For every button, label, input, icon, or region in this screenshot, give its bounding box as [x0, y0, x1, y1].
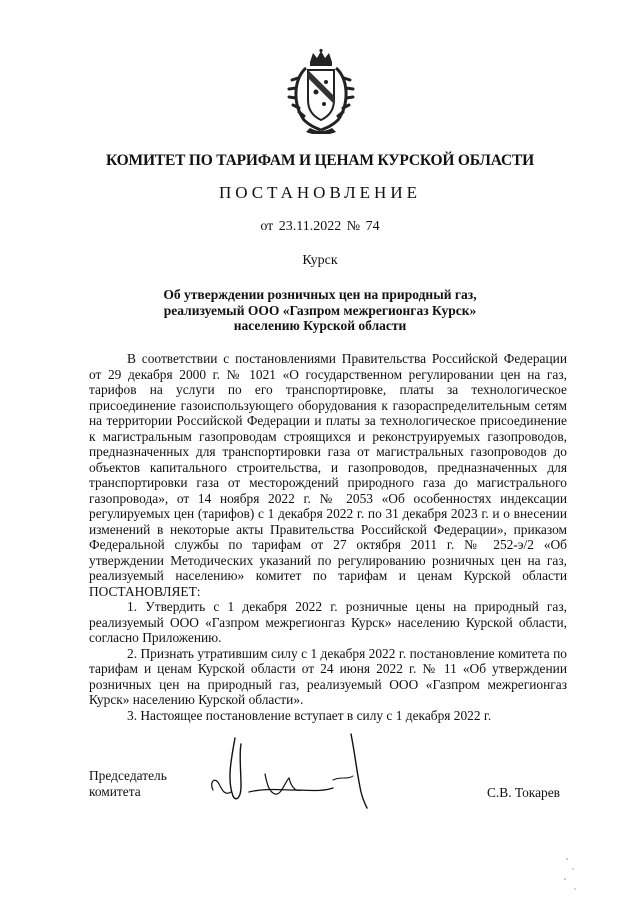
- title-line: Об утверждении розничных цен на природный газ,: [163, 287, 477, 302]
- scan-artifact: [555, 855, 585, 895]
- document-body: [89, 351, 567, 723]
- title-line: населению Курской области: [233, 318, 407, 333]
- document-city: Курск: [302, 253, 338, 268]
- coat-of-arms-icon: [286, 48, 356, 134]
- document-title: [150, 287, 490, 334]
- signatory-position: [89, 768, 167, 800]
- clause-2: 2. Признать утратившим силу с 1 декабря 2022 г. постановление комитета по тарифам и ценам Курской области от 24 июня 2022 г. № 11 «Об утверждении розничных цен на природный газ, реализуемый ООО «Газпром межрегионгаз Курск» населению Курской области».: [89, 645, 567, 707]
- document-type: ПОСТАНОВЛЕНИЕ: [218, 183, 421, 202]
- position-line: Председатель: [89, 768, 167, 783]
- title-line: реализуемый ООО «Газпром межрегионгаз Курск»: [163, 302, 477, 318]
- clause-1: 1. Утвердить с 1 декабря 2022 г. розничные цены на природный газ, реализуемый ООО «Газпром межрегионгаз Курск» населению Курской области, согласно Приложению.: [89, 599, 567, 645]
- document-date-number: от 23.11.2022 № 74: [260, 219, 380, 234]
- position-line: комитета: [89, 784, 141, 799]
- signatory-name: С.В. Токарев: [487, 785, 560, 800]
- handwritten-signature: [205, 730, 380, 810]
- committee-name: КОМИТЕТ ПО ТАРИФАМ И ЦЕНАМ КУРСКОЙ ОБЛАСТИ: [106, 152, 534, 169]
- clause-3: 3. Настоящее постановление вступает в силу с 1 декабря 2022 г.: [127, 707, 492, 723]
- preamble-paragraph: В соответствии с постановлениями Правительства Российской Федерации от 29 декабря 2000 г. № 1021 «О государственном регулировании цен на газ, тарифов на услуги по его транспортировке, платы за технологическое присоединение газоиспользующего оборудования к газораспределительным сетям на территории Российской Федерации и платы за технологическое присоединение к магистральным газопроводам строящихся и реконструируемых газопроводов, предназначенных для транспортировки газа от магистральных газопроводов до объектов капитального строительства, и газопроводов, предназначенных для транспортировки газа от месторождений природного газа до магистрального газопровода», от 14 ноября 2022 г. № 2053 «Об особенностях индексации регулируемых цен (тарифов) с 1 декабря 2022 г. по 31 декабря 2023 г. и о внесении изменений в некоторые акты Правительства Российской Федерации», приказом Федеральной службы по тарифам от 27 октября 2011 г. № 252-э/2 «Об утверждении Методических указаний по регулированию розничных цен на газ, реализуемый населению» комитет по тарифам и ценам Курской области ПОСТАНОВЛЯЕТ:: [89, 351, 567, 599]
